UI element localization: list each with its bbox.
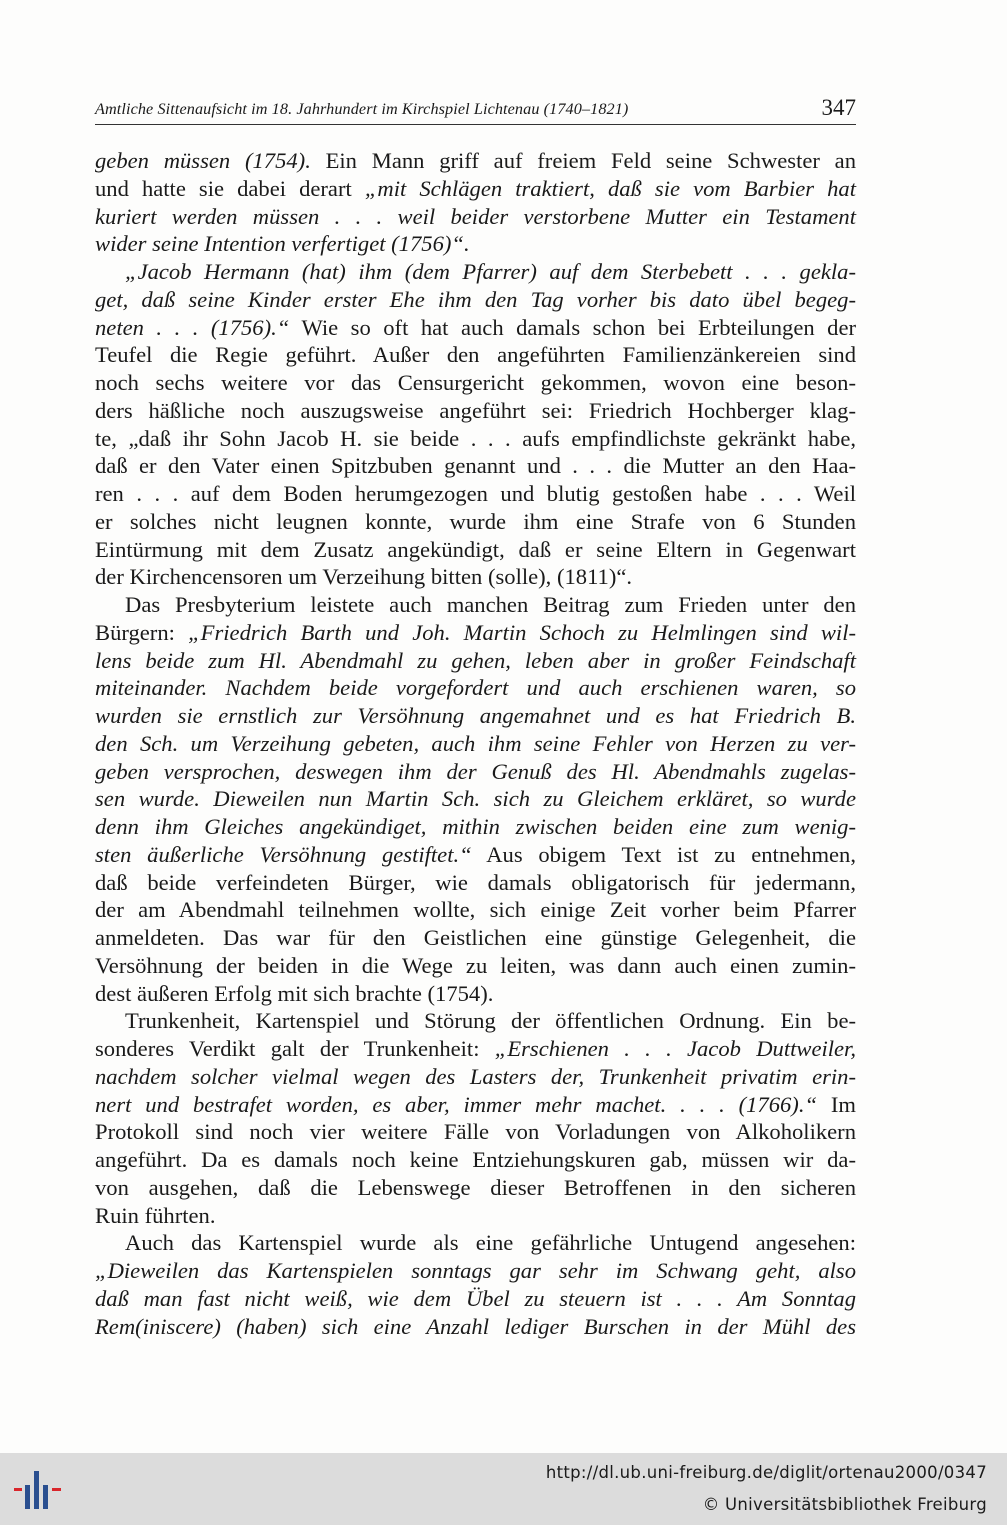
copyright-notice: © Universitätsbibliothek Freiburg — [702, 1495, 987, 1514]
text-segment: Das Presbyterium leistete auch manchen Beitrag zum Frieden unter den — [125, 592, 856, 617]
text-line — [95, 203, 856, 231]
text-segment: Ein Mann griff auf freiem Feld seine Schwester an — [310, 148, 856, 173]
text-segment: Versöhnung der beiden in die Wege zu leiten, was dann auch einen zumin- — [95, 952, 856, 978]
italic-quote-segment: „Jacob Hermann (hat) ihm (dem Pfarrer) auf dem Sterbebett . . . gekla- — [125, 259, 856, 284]
text-segment: der am Abendmahl teilnehmen wollte, sich einige Zeit vorher beim Pfarrer — [95, 897, 856, 923]
text-line — [95, 1091, 856, 1119]
text-line — [95, 286, 856, 314]
text-line — [95, 1007, 856, 1035]
text-line — [95, 369, 856, 397]
text-segment: Bürgern: — [95, 619, 189, 645]
text-line — [95, 175, 856, 203]
text-line — [95, 1313, 856, 1341]
text-line — [95, 1035, 856, 1063]
viewer-footer — [0, 1453, 1007, 1525]
text-line — [95, 1063, 856, 1091]
text-line — [95, 980, 856, 1008]
text-segment: der Kirchencensoren um Verzeihung bitten (solle), (1811)“. — [95, 564, 633, 590]
italic-quote-segment: get, daß seine Kinder erster Ehe ihm den Tag vorher bis dato übel begeg- — [95, 286, 856, 312]
italic-quote-segment: miteinander. Nachdem beide vorgefordert und auch erschienen waren, so — [95, 675, 856, 701]
text-segment: Trunkenheit, Kartenspiel und Störung der öffentlichen Ordnung. Ein be- — [125, 1008, 856, 1034]
text-line — [95, 952, 856, 980]
text-segment: von ausgehen, daß die Lebenswege dieser Betroffenen in den sicheren — [95, 1174, 856, 1200]
text-line — [95, 1174, 856, 1202]
document-url-link[interactable]: http://dl.ub.uni-freiburg.de/diglit/ortenau2000/0347 — [545, 1463, 987, 1482]
text-line — [95, 896, 856, 924]
text-line — [95, 258, 856, 286]
text-line — [95, 230, 856, 258]
text-line — [95, 591, 856, 619]
text-line — [95, 480, 856, 508]
text-line — [95, 508, 856, 536]
text-line — [95, 536, 856, 564]
italic-quote-segment: „mit Schlägen traktiert, daß sie vom Barbier hat — [364, 175, 857, 201]
text-segment: te, „daß ihr Sohn Jacob H. sie beide . . . aufs empfindlichste gekränkt habe, — [95, 425, 856, 451]
italic-quote-segment: den Sch. um Verzeihung gebeten, auch ihm seine Fehler von Herzen zu ver- — [95, 730, 856, 756]
text-line — [95, 452, 856, 480]
text-segment: Im — [817, 1091, 857, 1117]
text-segment: ders häßliche noch auszugsweise angeführt sei: Friedrich Hochberger klag- — [95, 397, 856, 423]
running-title: Amtliche Sittenaufsicht im 18. Jahrhundert im Kirchspiel Lichtenau (1740–1821) — [95, 100, 629, 118]
text-segment: daß beide verfeindeten Bürger, wie damals obligatorisch für jedermann, — [95, 869, 856, 895]
text-segment: er solches nicht leugnen konnte, wurde ihm eine Strafe von 6 Stunden — [95, 508, 856, 534]
italic-quote-segment: „Friedrich Barth und Joh. Martin Schoch zu Helmlingen sind wil- — [188, 619, 856, 645]
italic-quote-segment: sen wurde. Dieweilen nun Martin Sch. sich zu Gleichem erkläret, so wurde — [95, 786, 856, 812]
italic-quote-segment: kuriert werden müssen . . . weil beider verstorbene Mutter ein Testament — [95, 203, 856, 229]
text-line — [95, 1285, 856, 1313]
text-segment: Protokoll sind noch vier weitere Fälle von Vorladungen von Alkoholikern — [95, 1119, 856, 1145]
italic-quote-segment: wurden sie ernstlich zur Versöhnung angemahnet und es hat Friedrich B. — [95, 703, 856, 728]
italic-quote-segment: neten . . . (1756).“ — [95, 314, 290, 340]
text-segment: und hatte sie dabei derart — [95, 175, 365, 201]
italic-quote-segment: „Dieweilen das Kartenspielen sonntags gar sehr im Schwang geht, also — [95, 1258, 856, 1283]
body-text — [95, 147, 856, 1340]
text-line — [95, 619, 856, 647]
page-header — [95, 92, 856, 125]
text-line — [95, 1202, 856, 1230]
italic-quote-segment: daß man fast nicht weiß, wie dem Übel zu steuern ist . . . Am Sonntag — [95, 1285, 856, 1311]
text-line — [95, 563, 856, 591]
text-segment: angeführt. Da es damals noch keine Entziehungskuren gab, müssen wir da- — [95, 1147, 856, 1172]
text-line — [95, 785, 856, 813]
text-line — [95, 647, 856, 675]
text-segment: ren . . . auf dem Boden herumgezogen und blutig gestoßen habe . . . Weil — [95, 481, 856, 506]
text-segment: dest äußeren Erfolg mit sich brachte (1754). — [95, 980, 494, 1006]
italic-quote-segment: lens beide zum Hl. Abendmahl zu gehen, leben aber in großer Feindschaft — [95, 647, 856, 673]
text-line — [95, 730, 856, 758]
text-line — [95, 1257, 856, 1285]
text-line — [95, 147, 856, 175]
ub-freiburg-logo-icon[interactable] — [12, 1465, 64, 1515]
text-line — [95, 425, 856, 453]
text-line — [95, 674, 856, 702]
italic-quote-segment: nert und bestrafet worden, es aber, immer mehr machet. . . . (1766).“ — [95, 1091, 818, 1117]
italic-quote-segment: nachdem solcher vielmal wegen des Lasters der, Trunkenheit privatim erin- — [95, 1063, 856, 1089]
text-segment: Ruin führten. — [95, 1202, 216, 1228]
text-line — [95, 702, 856, 730]
italic-quote-segment: geben müssen (1754). — [95, 148, 311, 173]
text-line — [95, 813, 856, 841]
italic-quote-segment: geben versprochen, deswegen ihm der Genuß des Hl. Abendmahls zugelas- — [95, 758, 856, 784]
text-line — [95, 314, 856, 342]
italic-quote-segment: sten äußerliche Versöhnung gestiftet.“ — [95, 841, 472, 867]
text-line — [95, 841, 856, 869]
text-line — [95, 1146, 856, 1174]
text-segment: Aus obigem Text ist zu entnehmen, — [471, 841, 856, 867]
text-line — [95, 758, 856, 786]
text-line — [95, 341, 856, 369]
text-line — [95, 924, 856, 952]
text-segment: sonderes Verdikt galt der Trunkenheit: — [95, 1036, 495, 1061]
text-segment: Auch das Kartenspiel wurde als eine gefährliche Untugend angesehen: — [125, 1230, 856, 1256]
text-segment: Eintürmung mit dem Zusatz angekündigt, daß er seine Eltern in Gegenwart — [95, 536, 856, 562]
text-line — [95, 869, 856, 897]
italic-quote-segment: Rem(iniscere) (haben) sich eine Anzahl lediger Burschen in der Mühl des — [95, 1313, 856, 1339]
italic-quote-segment: wider seine Intention verfertiget (1756)“. — [95, 231, 470, 257]
page-number: 347 — [821, 95, 856, 120]
text-segment: Teufel die Regie geführt. Außer den angeführten Familienzänkereien sind — [95, 342, 856, 368]
text-line — [95, 1229, 856, 1257]
italic-quote-segment: „Erschienen . . . Jacob Duttweiler, — [494, 1036, 856, 1061]
text-segment: noch sechs weitere vor das Censurgericht gekommen, wovon eine beson- — [95, 370, 856, 395]
text-segment: anmeldeten. Das war für den Geistlichen eine günstige Gelegenheit, die — [95, 925, 856, 950]
italic-quote-segment: denn ihm Gleiches angekündiget, mithin zwischen beiden eine zum wenig- — [95, 814, 856, 839]
text-line — [95, 1118, 856, 1146]
text-line — [95, 397, 856, 425]
text-segment: daß er den Vater einen Spitzbuben genannt und . . . die Mutter an den Haa- — [95, 453, 856, 479]
text-segment: Wie so oft hat auch damals schon bei Erbteilungen der — [289, 314, 856, 340]
